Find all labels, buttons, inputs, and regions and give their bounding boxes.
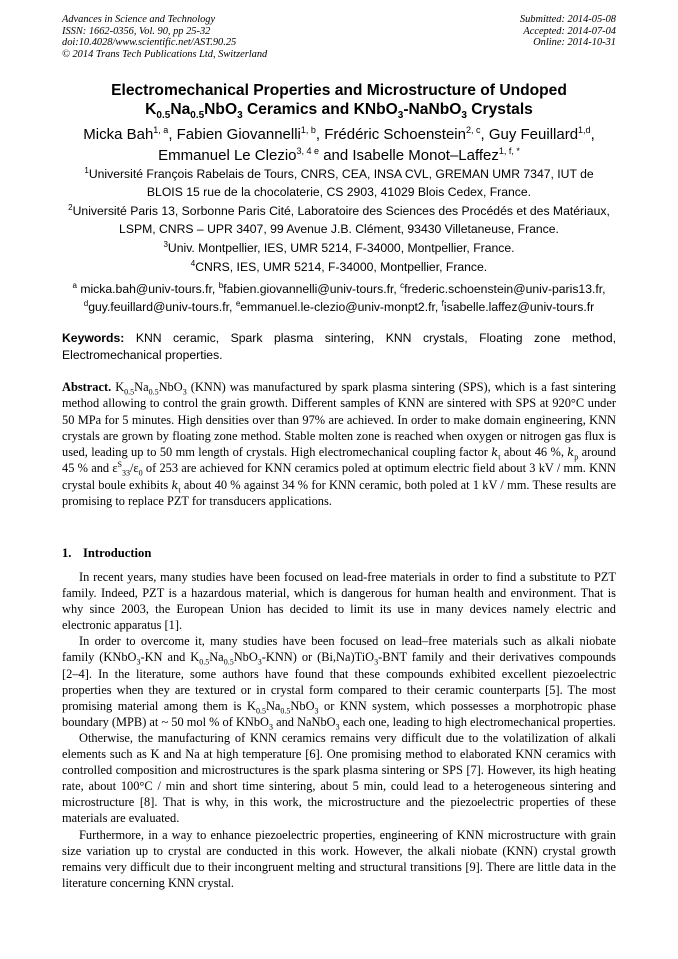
author-line-1: Micka Bah$^{1, a}$, Fabien Giovannelli$^{1, b}$, Frédéric Schoenstein$^{2, c}$, Guy Feuillard$^{1,d}$,	[83, 125, 595, 143]
author-name: Micka Bah	[83, 126, 154, 143]
accepted-date: Accepted: 2014-07-04	[523, 25, 616, 37]
author-name: Emmanuel Le Clezio	[158, 147, 297, 164]
journal-name: Advances in Science and Technology	[62, 14, 216, 25]
journal-header	[62, 14, 267, 60]
abstract: Abstract. $K_{0.5}Na_{0.5}NbO_3$ (KNN) was manufactured by spark plasma sintering (SPS), which is a fast sintering method allowing to control the grain growth. Different samples of KNN are sintered with SPS at 920°C under 50 MPa for 5 minutes. High densities over than 97% are achieved. In order to make domain engineering, KNN crystals are grown by floating zone method. Stable molten zone is reached when oxygen or nitrogen gas flux is used, leading up to 50 mm length of crystals. High electromechanical coupling factor $k_t$ about 46 %, $k_p$ around 45 % and $\varepsilon^S_{33}/\varepsilon_0$ of 253 are achieved for KNN ceramics poled at optimum electric field about 3 kV / mm. KNN crystal boule exhibits $k_t$ about 40 % against 34 % for KNN ceramic, both poled at 1 kV / mm. These results are promising to replace PZT for transducers applications.	[62, 380, 616, 508]
affiliation-3: $^3$Univ. Montpellier, IES, UMR 5214, F-34000, Montpellier, France.	[163, 239, 515, 255]
title-line-1: Electromechanical Properties and Microstructure of Undoped	[111, 82, 567, 99]
paragraph-1: In recent years, many studies have been focused on lead-free materials in order to find a substitute to PZT family. Indeed, PZT is a hazardous material, which is dangerous for human health and environment. That is why since 2003, the European Union has decided to limit its use in many devices namely electric and electronic apparatus [1].	[62, 570, 616, 633]
author-emails: $^a$ micka.bah@univ-tours.fr, $^b$fabien.giovannelli@univ-tours.fr, $^c$frederic.schoenstein@univ-paris13.fr, $^d$guy.feuillard@univ-tours.fr, $^e$emmanuel.le-clezio@univ-monpt2.fr, $^f$isabelle.laffez@univ-tours.fr	[72, 280, 606, 314]
paper-title	[40, 81, 638, 122]
keywords-label: Keywords:	[62, 331, 125, 345]
journal-issn: ISSN: 1662-0356, Vol. 90, pp 25-32	[62, 25, 211, 37]
journal-copyright: © 2014 Trans Tech Publications Ltd, Switzerland	[62, 48, 268, 60]
abstract-label: Abstract.	[62, 380, 112, 394]
paragraph-4: Furthermore, in a way to enhance piezoelectric properties, engineering of KNN microstructure with grain size variation up to crystal are conducted in this work. However, the alkali niobate (KNN) crystal growth remains very difficult due to their incongruent melting and structural transitions [9]. There are little data in the literature concerning KNN crystal.	[62, 827, 616, 890]
section-number: 1.	[62, 546, 72, 560]
author-line-2: Emmanuel Le Clezio$^{3, 4 e}$ and Isabelle Monot–Laffez$^{1, f, *}$	[158, 146, 520, 164]
email-link[interactable]: isabelle.laffez@univ-tours.fr	[443, 299, 595, 314]
keywords	[62, 330, 616, 363]
email-link[interactable]: micka.bah@univ-tours.fr,	[76, 282, 219, 296]
affiliation-2: $^2$Université Paris 13, Sorbonne Paris Cité, Laboratoire des Sciences des Procédés et des Matériaux, LSPM, CNRS – UPR 3407, 99 Avenue J.B. Clément, 93430 Villetaneuse, France.	[68, 202, 610, 236]
email-link[interactable]: fabien.giovannelli@univ-tours.fr,	[223, 282, 401, 296]
journal-doi: doi:10.4028/www.scientific.net/AST.90.25	[62, 37, 237, 49]
section-heading	[62, 546, 151, 561]
author-name: and Isabelle Monot–Laffez	[319, 147, 499, 164]
author-name: , Frédéric Schoenstein	[315, 126, 466, 143]
email-link[interactable]: emmanuel.le-clezio@univ-monpt2.fr,	[240, 299, 442, 314]
paragraph-2: In order to overcome it, many studies have been focused on lead–free materials such as alkali niobate family (KNbO$_3$-KN and $K_{0.5}Na_{0.5}NbO_3-KNN$) or (Bi,Na)TiO$_3$-BNT family and their derivatives compounds [2–4]. In the literature, some authors have found that these compounds exhibited excellent piezoelectric properties when they are textured or in crystal form compared to their ceramic counterparts [5]. The most promising material among them is $K_{0.5}Na_{0.5}NbO_3$ or KNN system, which possesses a morphotropic phase boundary (MPB) at ~ 50 mol % of KNbO$_3$ and NaNbO$_3$ each one, leading to high electromechanical properties.	[62, 634, 617, 732]
affiliation-4: $^4$CNRS, IES, UMR 5214, F-34000, Montpellier, France.	[190, 258, 488, 274]
author-list	[40, 124, 638, 166]
title-line-2: $K_{0.5}Na_{0.5}NbO_3$ Ceramics and KNbO$_3$-NaNbO$_3$ Crystals	[145, 101, 533, 122]
affiliation-1: $^1$Université François Rabelais de Tours, CNRS, CEA, INSA CVL, GREMAN UMR 7347, IUT de BLOIS 15 rue de la chocolaterie, CS 2903, 41029 Blois Cedex, France.	[84, 165, 594, 199]
email-link[interactable]: frederic.schoenstein@univ-paris13.fr,	[404, 282, 606, 296]
keywords-text: KNN ceramic, Spark plasma sintering, KNN crystals, Floating zone method, Electromechanical properties.	[62, 331, 616, 362]
section-title: Introduction	[83, 546, 152, 560]
submitted-date: Submitted: 2014-05-08	[519, 14, 616, 25]
online-date: Online: 2014-10-31	[533, 37, 616, 49]
email-link[interactable]: guy.feuillard@univ-tours.fr,	[88, 299, 236, 314]
author-name: , Fabien Giovannelli	[168, 126, 301, 143]
dates-header	[520, 14, 616, 49]
author-name: , Guy Feuillard	[480, 126, 579, 143]
paragraph-3: Otherwise, the manufacturing of KNN ceramics remains very difficult due to the volatilization of alkali elements such as K and Na at high temperature [6]. One promising method to elaborated KNN ceramics with controlled composition and microstructures is the spark plasma sintering or SPS [7]. However, its high heating rate, about 100°C / min and short time sintering, about 5 min, could lead to a heterogeneous sintering and microstructure [8]. That is why, in this work, the microstructure and the piezoelectric properties of these materials are evaluated.	[62, 730, 616, 826]
introduction-body	[62, 569, 616, 891]
